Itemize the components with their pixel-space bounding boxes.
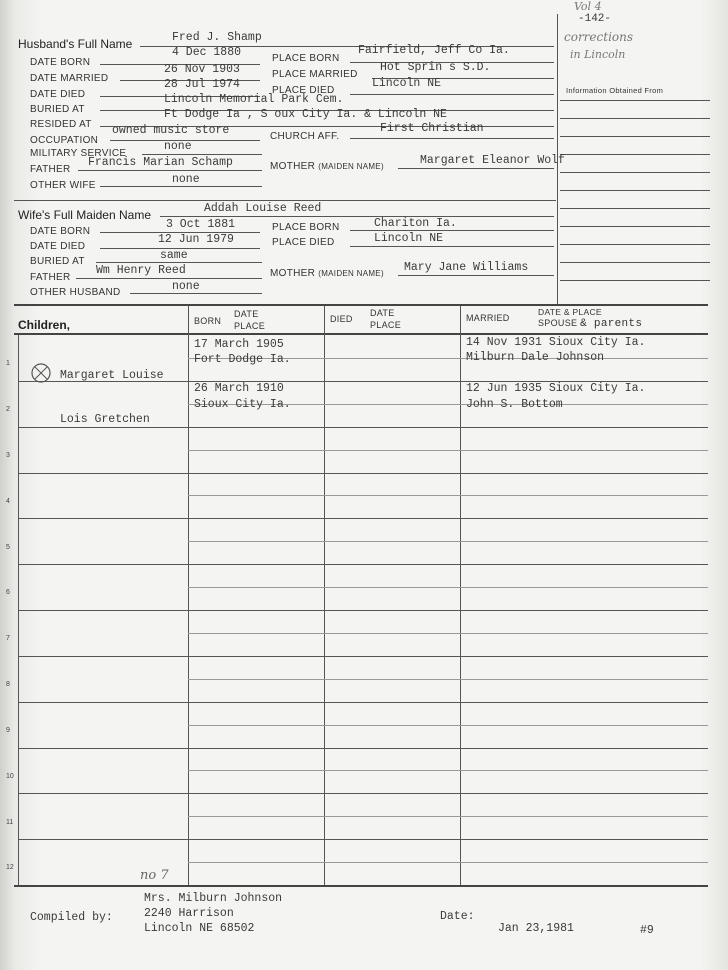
husband-occupation-label: OCCUPATION: [30, 135, 99, 146]
compiled-date: Jan 23,1981: [498, 922, 574, 935]
husband-mother: Margaret Eleanor Wolf: [420, 154, 565, 167]
field-line: [142, 154, 262, 155]
child-row-line: [18, 610, 708, 611]
child-1-born-place: Fort Dodge Ia.: [194, 353, 291, 366]
info-obtained-label: Information Obtained From: [566, 86, 664, 95]
corner-hand-note-2: in Lincoln: [570, 48, 626, 61]
child-row-number: 4: [6, 497, 10, 505]
col-born-place-label: PLACE: [234, 321, 266, 331]
child-row-subline: [188, 587, 708, 588]
husband-father-label: FATHER: [30, 164, 71, 175]
husband-father: Francis Marian Schamp: [88, 156, 233, 169]
husband-date-died-label: DATE DIED: [30, 89, 86, 100]
info-line: [560, 244, 710, 245]
husband-occupation: owned music store: [112, 124, 230, 137]
field-line: [350, 138, 554, 139]
volume-note: Vol 4: [574, 0, 602, 13]
col-divider-born: [188, 305, 189, 885]
husband-place-died-label: PLACE DIED: [272, 85, 335, 96]
child-row-number: 8: [6, 681, 10, 689]
field-line: [350, 94, 554, 95]
info-line: [560, 136, 710, 137]
field-line: [350, 230, 554, 231]
children-header-bottom: [14, 333, 708, 335]
child-row-line: [18, 702, 708, 703]
husband-resided-at: Ft Dodge Ia , S oux City Ia. & Lincoln NE: [164, 108, 447, 121]
child-row-subline: [188, 679, 708, 680]
info-line: [560, 118, 710, 119]
info-line: [560, 280, 710, 281]
wife-mother: Mary Jane Williams: [404, 261, 529, 274]
child-row-number: 1: [6, 360, 10, 368]
child-row-number: 11: [6, 818, 14, 826]
footer-hand-mark: no 7: [140, 868, 169, 883]
compiler-city: Lincoln NE 68502: [144, 922, 255, 935]
wife-father: Wm Henry Reed: [96, 264, 186, 277]
sheet-number: #9: [640, 924, 654, 937]
child-row-number: 12: [6, 864, 14, 872]
footer-divider: [14, 885, 708, 887]
husband-resided-label: RESIDED AT: [30, 119, 92, 130]
husband-date-born: 4 Dec 1880: [172, 46, 242, 59]
compiler-name: Mrs. Milburn Johnson: [144, 892, 283, 905]
husband-church-label: CHURCH AFF.: [270, 131, 340, 142]
page-number: -142-: [578, 13, 612, 25]
child-row-number: 5: [6, 543, 10, 551]
husband-mother-label: MOTHER (MAIDEN NAME): [270, 161, 384, 172]
children-heading: Children,: [18, 318, 71, 332]
wife-place-born: Chariton Ia.: [374, 217, 457, 230]
wife-date-born: 3 Oct 1881: [166, 218, 236, 231]
husband-military: none: [164, 140, 192, 153]
husband-buried-at: Lincoln Memorial Park Cem.: [164, 93, 344, 106]
info-line: [560, 100, 710, 101]
field-line: [130, 293, 262, 294]
wife-buried-at: same: [160, 249, 188, 262]
child-row-line: [18, 564, 708, 565]
child-row-subline: [188, 862, 708, 863]
husband-other-wife: none: [172, 173, 200, 186]
husband-date-born-label: DATE BORN: [30, 57, 91, 68]
info-line: [560, 226, 710, 227]
wife-place-died-label: PLACE DIED: [272, 237, 335, 248]
col-spouse-label: SPOUSE & parents: [538, 318, 643, 330]
wife-place-died: Lincoln NE: [374, 232, 444, 245]
wife-heading: Wife's Full Maiden Name: [18, 208, 151, 222]
husband-church: First Christian: [380, 122, 484, 135]
child-2-born-place: Sioux City Ia.: [194, 398, 291, 411]
field-line: [78, 170, 262, 171]
col-died-date-label: DATE: [370, 308, 395, 318]
husband-date-died: 28 Jul 1974: [164, 78, 240, 91]
husband-other-wife-label: OTHER WIFE: [30, 180, 96, 191]
child-row-subline: [188, 541, 708, 542]
field-line: [160, 216, 554, 217]
wife-father-label: FATHER: [30, 272, 71, 283]
wife-date-died: 12 Jun 1979: [158, 233, 234, 246]
col-divider-married: [460, 305, 461, 885]
field-line: [96, 262, 262, 263]
col-born-date-label: DATE: [234, 309, 259, 319]
field-line: [100, 186, 262, 187]
child-1-spouse: Milburn Dale Johnson: [466, 351, 605, 364]
child-row-number: 7: [6, 635, 10, 643]
children-table-top: [14, 304, 708, 306]
child-1-married: 14 Nov 1931 Sioux City Ia.: [466, 336, 646, 349]
wife-place-born-label: PLACE BORN: [272, 222, 340, 233]
child-row-line: [18, 793, 708, 794]
husband-heading: Husband's Full Name: [18, 37, 133, 51]
child-row-line: [18, 748, 708, 749]
wife-date-born-label: DATE BORN: [30, 226, 91, 237]
wife-mother-label: MOTHER (MAIDEN NAME): [270, 268, 384, 279]
husband-place-married: Hot Sprin s S.D.: [380, 61, 491, 74]
col-born-label: BORN: [194, 316, 222, 326]
child-row-subline: [188, 770, 708, 771]
col-married-label: MARRIED: [466, 313, 510, 323]
field-line: [76, 278, 262, 279]
child-row-number: 3: [6, 451, 10, 459]
child-row-line: [18, 656, 708, 657]
husband-place-married-label: PLACE MARRIED: [272, 69, 358, 80]
info-line: [560, 154, 710, 155]
child-2-name: Lois Gretchen: [60, 413, 150, 426]
husband-place-born-label: PLACE BORN: [272, 53, 340, 64]
child-1-mark-icon: [30, 362, 52, 384]
child-2-born-date: 26 March 1910: [194, 382, 284, 395]
field-line: [398, 275, 554, 276]
section-divider: [14, 200, 556, 201]
child-2-spouse: John S. Bottom: [466, 398, 563, 411]
child-row-number: 10: [6, 772, 14, 780]
child-1-born-date: 17 March 1905: [194, 338, 284, 351]
child-row-line: [18, 839, 708, 840]
child-row-line: [18, 427, 708, 428]
col-date-place-label: DATE & PLACE: [538, 307, 602, 317]
husband-name: Fred J. Shamp: [172, 31, 262, 44]
child-row-number: 9: [6, 726, 10, 734]
child-row-subline: [188, 725, 708, 726]
info-line: [560, 262, 710, 263]
husband-military-label: MILITARY SERVICE: [30, 148, 127, 159]
child-2-married: 12 Jun 1935 Sioux City Ia.: [466, 382, 646, 395]
col-died-label: DIED: [330, 314, 353, 324]
husband-date-married-label: DATE MARRIED: [30, 73, 109, 84]
husband-buried-label: BURIED AT: [30, 104, 85, 115]
compiled-by-label: Compiled by:: [30, 911, 113, 924]
husband-date-married: 26 Nov 1903: [164, 63, 240, 76]
info-line: [560, 190, 710, 191]
field-line: [350, 246, 554, 247]
child-row-line: [18, 473, 708, 474]
husband-place-died: Lincoln NE: [372, 77, 442, 90]
compiler-street: 2240 Harrison: [144, 907, 234, 920]
info-line: [560, 172, 710, 173]
child-row-subline: [188, 495, 708, 496]
field-line: [398, 168, 554, 169]
wife-name: Addah Louise Reed: [204, 202, 322, 215]
child-row-line: [18, 518, 708, 519]
wife-other-husband: none: [172, 280, 200, 293]
child-row-number: 6: [6, 589, 10, 597]
corner-hand-note-1: corrections: [564, 30, 634, 44]
child-row-subline: [188, 450, 708, 451]
wife-date-died-label: DATE DIED: [30, 241, 86, 252]
husband-place-born: Fairfield, Jeff Co Ia.: [358, 44, 510, 57]
child-row-subline: [188, 633, 708, 634]
info-line: [560, 208, 710, 209]
wife-buried-label: BURIED AT: [30, 256, 85, 267]
date-label: Date:: [440, 910, 475, 923]
child-row-number: 2: [6, 406, 10, 414]
child-row-subline: [188, 816, 708, 817]
col-divider-died: [324, 305, 325, 885]
child-1-name: Margaret Louise: [60, 369, 164, 382]
col-died-place-label: PLACE: [370, 320, 402, 330]
wife-other-husband-label: OTHER HUSBAND: [30, 287, 121, 298]
